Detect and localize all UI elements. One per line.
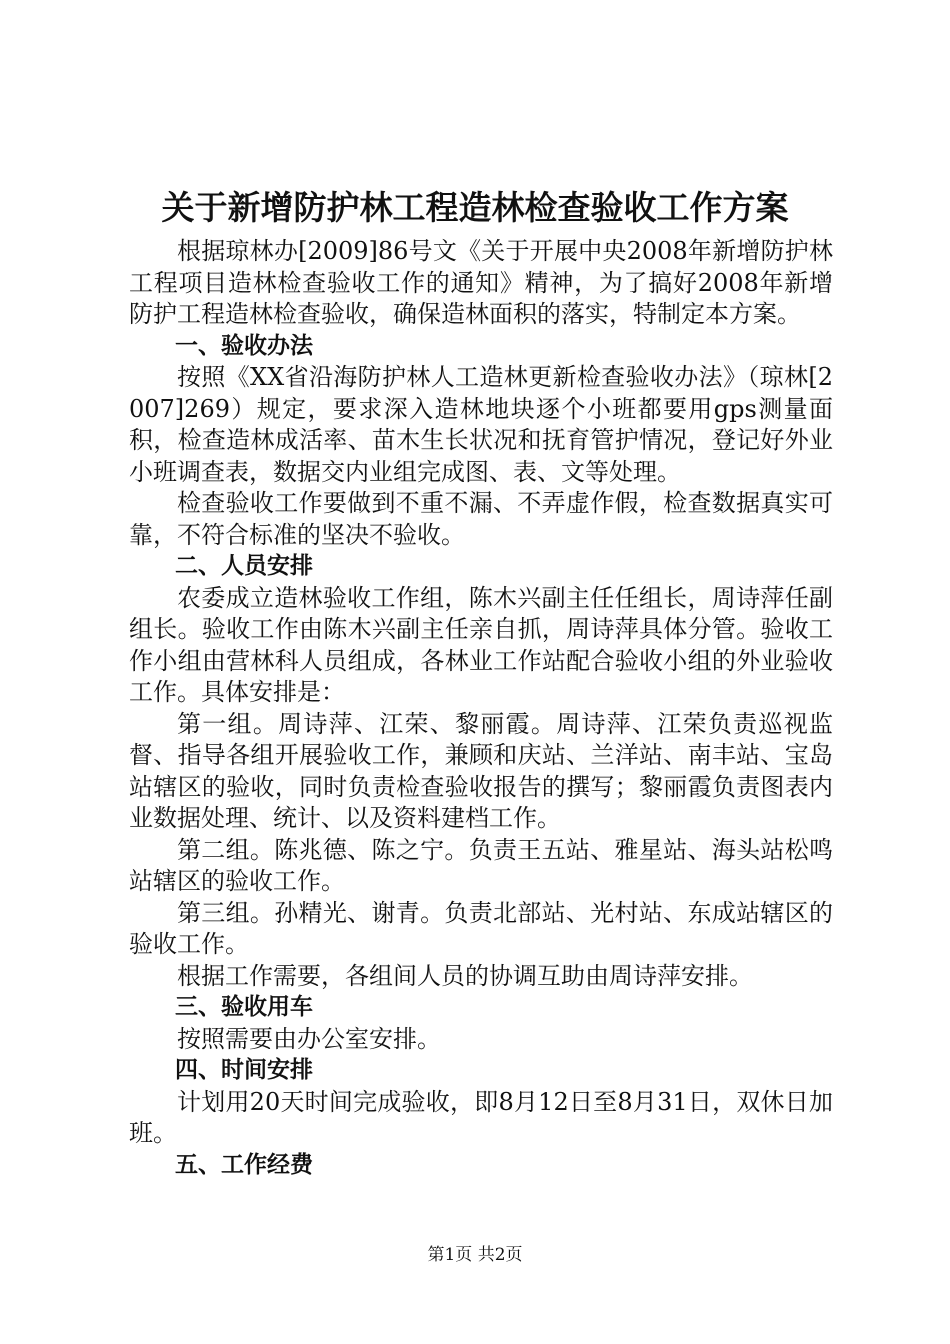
schedule-paragraph: 计划用20天时间完成验收，即8月12日至8月31日，双休日加班。 [129,1087,833,1147]
group-one-paragraph: 第一组。周诗萍、江荣、黎丽霞。周诗萍、江荣负责巡视监督、指导各组开展验收工作，兼顾和庆站、兰洋站、南丰站、宝岛站辖区的验收，同时负责检查验收报告的撰写；黎丽霞负责图表内业数据处理、统计、以及资料建档工作。 [129,709,833,832]
page-number-footer: 第1页 共2页 [427,1245,523,1265]
vehicles-paragraph: 按照需要由办公室安排。 [177,1024,441,1053]
section-heading-funding: 五、工作经费 [175,1151,313,1178]
document-body [129,236,833,1181]
acceptance-requirement-paragraph: 检查验收工作要做到不重不漏、不弄虚作假，检查数据真实可靠，不符合标准的坚决不验收。 [129,489,833,549]
document-title: 关于新增防护林工程造林检查验收工作方案 [161,188,789,227]
section-heading-vehicles: 三、验收用车 [175,994,313,1020]
intro-paragraph: 根据琼林办[2009]86号文《关于开展中央2008年新增防护林工程项目造林检查验收工作的通知》精神，为了搞好2008年新增防护工程造林检查验收，确保造林面积的落实，特制定本方案。 [129,237,833,328]
section-heading-schedule: 四、时间安排 [175,1057,313,1083]
section-heading-acceptance-method: 一、验收办法 [175,332,313,359]
staffing-paragraph: 农委成立造林验收工作组，陈木兴副主任任组长，周诗萍任副组长。验收工作由陈木兴副主任亲自抓，周诗萍具体分管。验收工作小组由营林科人员组成，各林业工作站配合验收小组的外业验收工作。具体安排是： [129,583,833,706]
group-two-paragraph: 第二组。陈兆德、陈之宁。负责王五站、雅星站、海头站松鸣站辖区的验收工作。 [129,835,833,895]
acceptance-method-paragraph: 按照《XX省沿海防护林人工造林更新检查验收办法》（琼林[2007]269）规定，要求深入造林地块逐个小班都要用gps测量面积，检查造林成活率、苗木生长状况和抚育管护情况，登记好外业小班调查表，数据交内业组完成图、表、文等处理。 [129,363,833,486]
group-three-paragraph: 第三组。孙精光、谢青。负责北部站、光村站、东成站辖区的验收工作。 [129,898,833,958]
coordination-paragraph: 根据工作需要，各组间人员的协调互助由周诗萍安排。 [177,961,753,990]
section-heading-staffing: 二、人员安排 [175,553,313,579]
